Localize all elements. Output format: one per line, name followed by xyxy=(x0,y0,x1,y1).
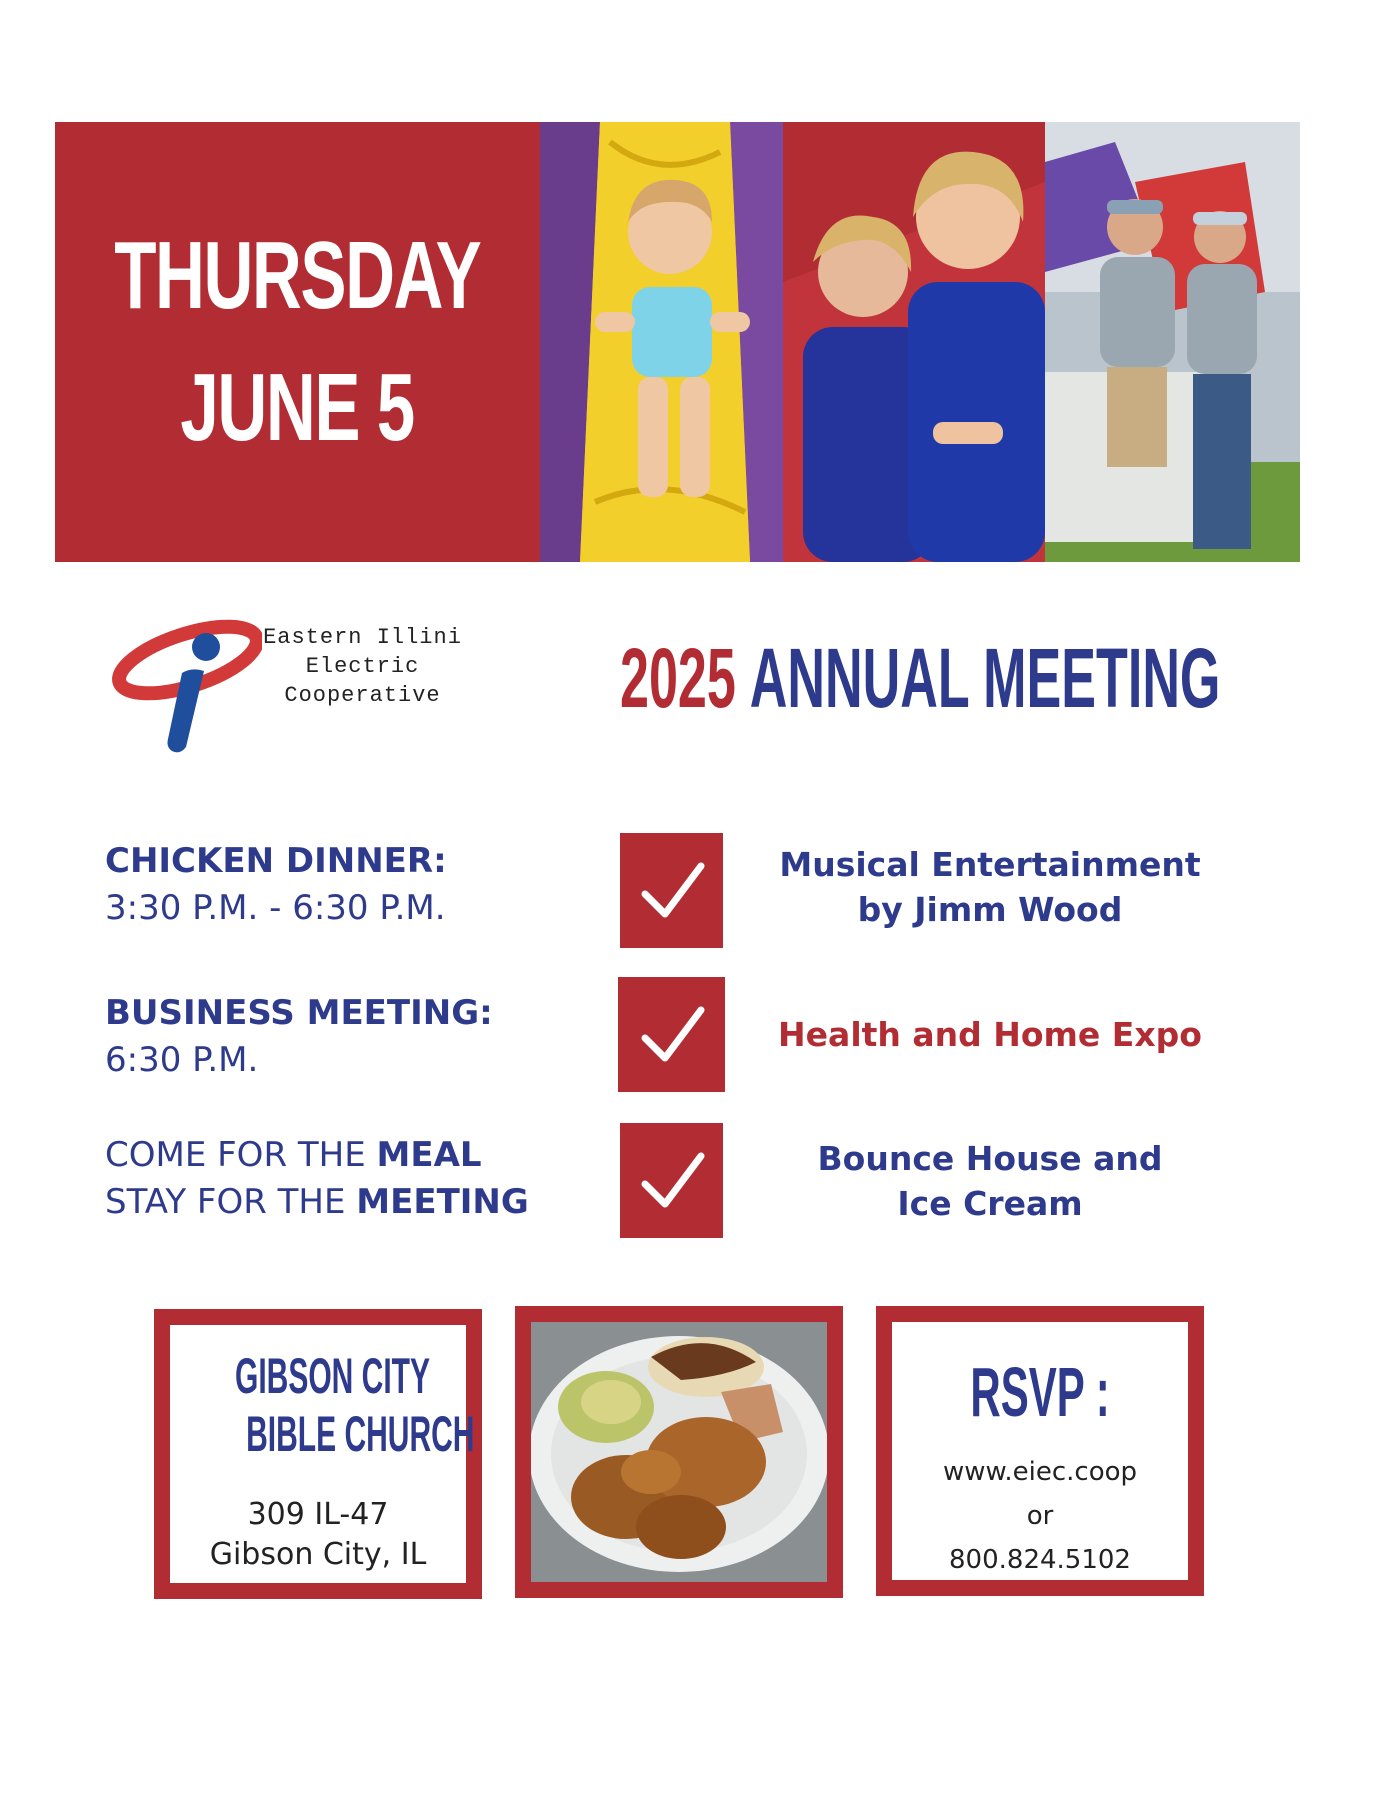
dinner-time: 3:30 P.M. - 6:30 P.M. xyxy=(105,888,446,928)
rsvp-heading: RSVP : xyxy=(970,1353,1110,1431)
dinner-label: CHICKEN DINNER: xyxy=(105,841,447,881)
tagline-l2-pre: STAY FOR THE xyxy=(105,1182,357,1222)
check-box xyxy=(620,1123,723,1238)
rsvp-phone[interactable]: 800.824.5102 xyxy=(949,1545,1131,1575)
business-meeting-label: BUSINESS MEETING: xyxy=(105,993,493,1033)
feature-music-line2: by Jimm Wood xyxy=(857,890,1123,929)
rsvp-website[interactable]: www.eiec.coop xyxy=(942,1457,1138,1487)
check-box xyxy=(618,977,725,1092)
checkmark-icon xyxy=(637,1146,707,1216)
two-women-staff-photo xyxy=(783,122,1045,562)
event-date: JUNE 5 xyxy=(180,354,415,461)
logo-text-line3: Cooperative xyxy=(284,683,441,708)
event-day: THURSDAY xyxy=(114,222,481,329)
location-address1: 309 IL-47 xyxy=(247,1497,389,1532)
tagline-l1-pre: COME FOR THE xyxy=(105,1135,377,1175)
feature-bounce-line1: Bounce House and xyxy=(817,1139,1163,1178)
checkmark-icon xyxy=(637,856,707,926)
rsvp-box xyxy=(876,1306,1204,1596)
date-block xyxy=(55,122,540,562)
header-banner xyxy=(55,122,1300,562)
chicken-dinner-photo xyxy=(515,1306,843,1598)
location-address2: Gibson City, IL xyxy=(209,1537,427,1572)
tagline xyxy=(105,1132,529,1226)
child-on-slide-photo xyxy=(540,122,783,562)
feature-expo xyxy=(740,1012,1240,1057)
feature-bounce-line2: Ice Cream xyxy=(897,1184,1083,1223)
tagline-l2-bold: MEETING xyxy=(356,1182,529,1222)
logo-text-line2: Electric xyxy=(305,654,420,679)
rsvp-or: or xyxy=(1026,1501,1054,1531)
location-box xyxy=(154,1309,482,1599)
feature-expo-line1: Health and Home Expo xyxy=(778,1015,1202,1054)
page-title xyxy=(620,630,1260,730)
location-name-line2: BIBLE CHURCH xyxy=(246,1406,475,1462)
feature-music xyxy=(740,842,1240,932)
title-main: ANNUAL MEETING xyxy=(749,631,1221,725)
checkmark-icon xyxy=(637,1000,707,1070)
check-box xyxy=(620,833,723,948)
location-name-line1: GIBSON CITY xyxy=(235,1348,431,1404)
feature-music-line1: Musical Entertainment xyxy=(779,845,1201,884)
two-men-staff-photo xyxy=(1045,122,1300,562)
dinner-schedule xyxy=(105,838,447,932)
tagline-l1-bold: MEAL xyxy=(376,1135,482,1175)
title-year: 2025 xyxy=(620,631,736,725)
cooperative-logo xyxy=(112,605,262,755)
feature-bounce-house xyxy=(740,1136,1240,1226)
business-meeting-schedule xyxy=(105,990,493,1084)
logo-text-line1: Eastern Illini xyxy=(263,625,462,650)
business-meeting-time: 6:30 P.M. xyxy=(105,1040,259,1080)
